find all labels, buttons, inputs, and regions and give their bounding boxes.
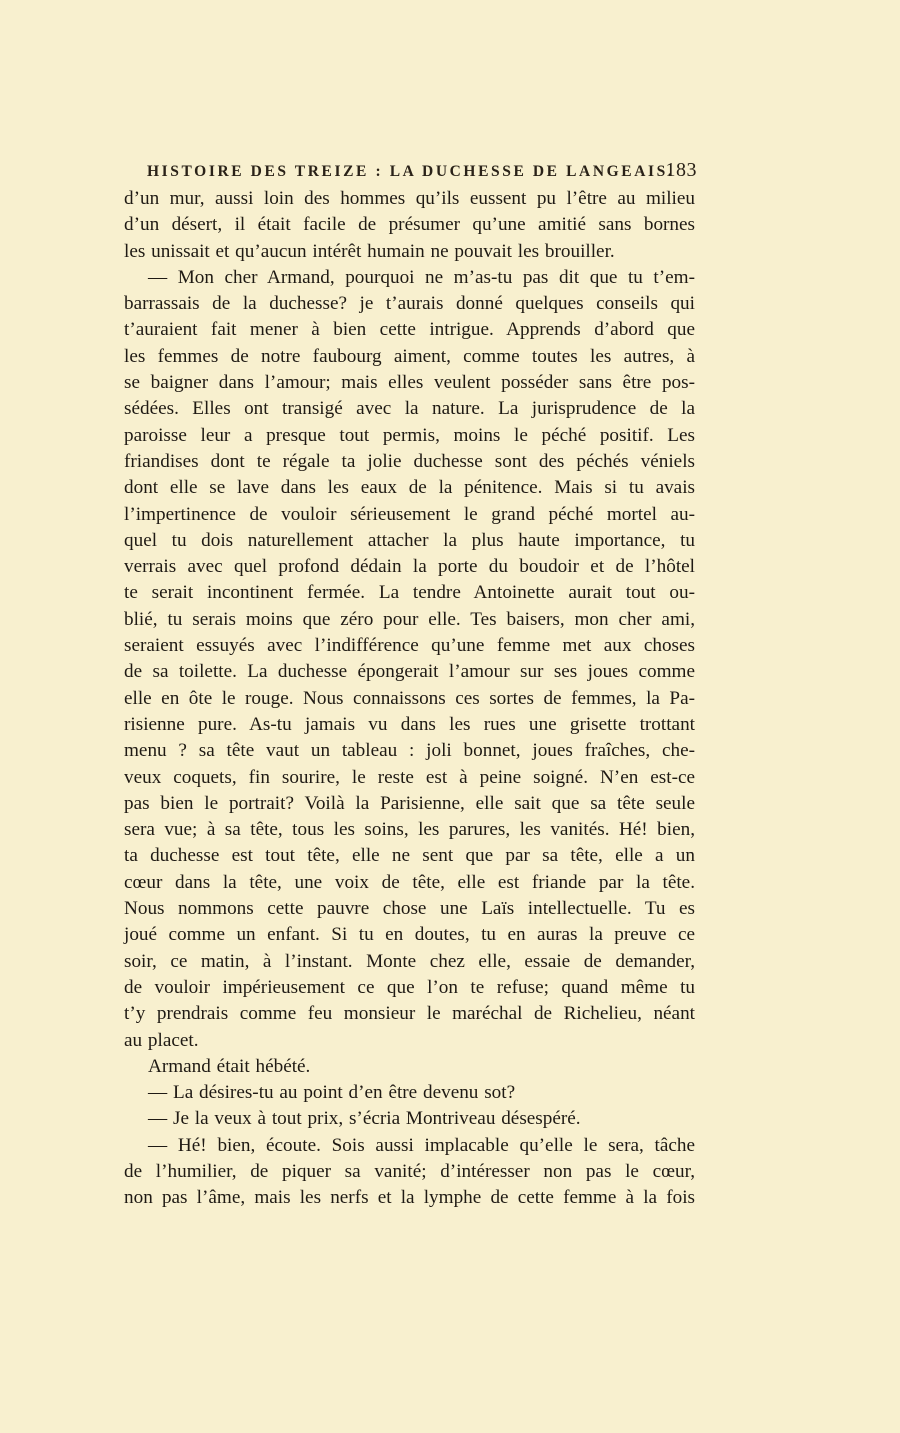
text-line: sera vue; à sa tête, tous les soins, les parures, les vanités. Hé! bien, [124, 819, 695, 841]
text-line: Armand était hébété. [148, 1055, 311, 1077]
running-header [147, 159, 697, 187]
text-line: l’impertinence de vouloir sérieusement le grand péché mortel au- [124, 503, 695, 525]
text-line: seraient essuyés avec l’indifférence qu’une femme met aux choses [124, 635, 695, 657]
text-line: veux coquets, fin sourire, le reste est à peine soigné. N’en est-ce [124, 766, 695, 788]
text-line: pas bien le portrait? Voilà la Parisienne, elle sait que sa tête seule [124, 792, 695, 814]
text-line: dont elle se lave dans les eaux de la pénitence. Mais si tu avais [124, 477, 695, 499]
text-line: blié, tu serais moins que zéro pour elle. Tes baisers, mon cher ami, [124, 608, 695, 630]
text-line: verrais avec quel profond dédain la porte du boudoir et de l’hôtel [124, 556, 695, 578]
text-line: soir, ce matin, à l’instant. Monte chez elle, essaie de demander, [124, 950, 695, 972]
text-line: friandises dont te régale ta jolie duchesse sont des péchés véniels [124, 450, 695, 472]
text-line: non pas l’âme, mais les nerfs et la lymphe de cette femme à la fois [124, 1187, 695, 1209]
body-text [124, 186, 695, 1212]
text-line: Nous nommons cette pauvre chose une Laïs intellectuelle. Tu es [124, 898, 695, 920]
running-title: HISTOIRE DES TREIZE : LA DUCHESSE DE LANGEAIS. [147, 163, 675, 180]
text-line: ta duchesse est tout tête, elle ne sent que par sa tête, elle a un [124, 845, 695, 867]
text-line: — Je la veux à tout prix, s’écria Montriveau désespéré. [148, 1108, 581, 1130]
text-line: de l’humilier, de piquer sa vanité; d’intéresser non pas le cœur, [124, 1160, 695, 1182]
text-line: — Hé! bien, écoute. Sois aussi implacable qu’elle le sera, tâche [148, 1134, 695, 1156]
text-line: quel tu dois naturellement attacher la plus haute importance, tu [124, 529, 695, 551]
text-line: sédées. Elles ont transigé avec la nature. La jurisprudence de la [124, 398, 695, 420]
text-line: t’y prendrais comme feu monsieur le maréchal de Richelieu, néant [124, 1003, 695, 1025]
text-line: au placet. [124, 1029, 199, 1051]
text-line: menu ? sa tête vaut un tableau : joli bonnet, joues fraîches, che- [124, 740, 695, 762]
text-line: elle en ôte le rouge. Nous connaissons ces sortes de femmes, la Pa- [124, 687, 695, 709]
text-line: d’un désert, il était facile de présumer qu’une amitié sans bornes [124, 214, 695, 236]
text-line: t’auraient fait mener à bien cette intrigue. Apprends d’abord que [124, 319, 695, 341]
text-line: te serait incontinent fermée. La tendre Antoinette aurait tout ou- [124, 582, 695, 604]
text-line: les femmes de notre faubourg aiment, comme toutes les autres, à [124, 345, 695, 367]
text-line: joué comme un enfant. Si tu en doutes, tu en auras la preuve ce [124, 924, 695, 946]
text-line: d’un mur, aussi loin des hommes qu’ils eussent pu l’être au milieu [124, 188, 695, 209]
page-number: 183 [665, 159, 697, 181]
text-line: de vouloir impérieusement ce que l’on te refuse; quand même tu [124, 976, 695, 998]
text-line: se baigner dans l’amour; mais elles veulent posséder sans être pos- [124, 372, 695, 394]
text-line: risienne pure. As-tu jamais vu dans les rues une grisette trottant [124, 713, 695, 735]
text-line: de sa toilette. La duchesse épongerait l’amour sur ses joues comme [124, 661, 695, 683]
text-line: paroisse leur a presque tout permis, moins le péché positif. Les [124, 424, 695, 446]
text-line: barrassais de la duchesse? je t’aurais donné quelques conseils qui [124, 293, 695, 315]
text-line: cœur dans la tête, une voix de tête, elle est friande par la tête. [124, 871, 695, 893]
text-line: — La désires-tu au point d’en être devenu sot? [148, 1082, 516, 1104]
text-line: les unissait et qu’aucun intérêt humain ne pouvait les brouiller. [124, 240, 615, 262]
text-line: — Mon cher Armand, pourquoi ne m’as-tu pas dit que tu t’em- [148, 266, 695, 288]
